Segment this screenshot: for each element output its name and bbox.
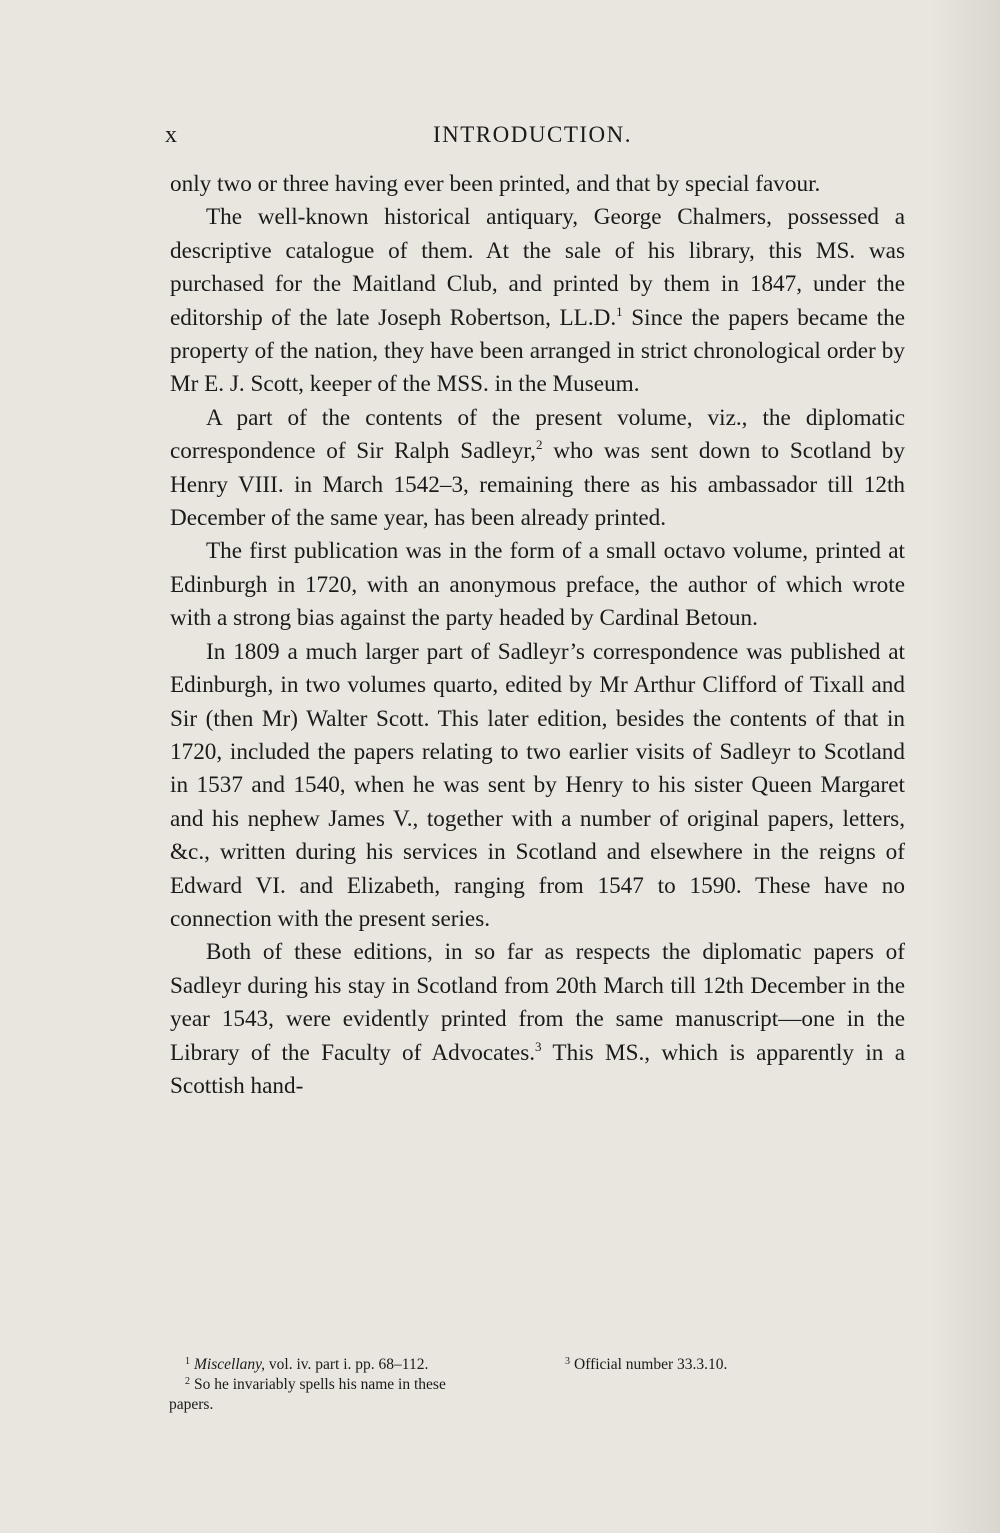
- paragraph-text: who was sent down to Scotland by Henry VIII. in March 1542–3, remaining there as his ambassador till 12th December of the same year, has been already printed.: [170, 438, 905, 532]
- paragraph: [170, 402, 905, 536]
- paragraph: [170, 636, 905, 937]
- page-number: x: [165, 122, 178, 148]
- paragraph-text: In 1809 a much larger part of Sadleyr’s correspondence was published at Edinburgh, in two volumes quarto, edited by Mr Arthur Clifford of Tixall and Sir (then Mr) Walter Scott. This later edition, besides the contents of that in 1720, included the papers relating to two earlier visits of Sadleyr to Scotland in 1537 and 1540, when he was sent by Henry to his sister Queen Margaret and his nephew James V., together with a number of original papers, letters, &c., written during his services in Scotland and elsewhere in the reigns of Edward VI. and Elizabeth, ranging from 1547 to 1590. These have no connection with the present series.: [170, 638, 905, 932]
- footnote-mark: 1: [185, 1356, 190, 1367]
- paragraph-text: Since the papers became the property of the nation, they have been arranged in strict chronological order by Mr E. J. Scott, keeper of the MSS. in the Museum.: [170, 304, 905, 398]
- paragraph-text: This MS., which is apparently in a Scottish hand-: [170, 1039, 905, 1099]
- footnote-1: [185, 1355, 555, 1375]
- footnote-title: Miscellany,: [194, 1356, 266, 1373]
- paragraph: [170, 201, 905, 401]
- footnote-mark: 3: [565, 1356, 570, 1367]
- footnote-column-left: [169, 1355, 555, 1415]
- paragraph-text: A part of the contents of the present volume, viz., the diplomatic correspondence of Sir Ralph Sadleyr,: [170, 404, 905, 465]
- footnote-mark: 2: [185, 1376, 190, 1387]
- page-edge-shadow: [930, 0, 1000, 1533]
- paragraph: [170, 936, 905, 1103]
- running-head: [165, 122, 900, 152]
- paragraph: [170, 168, 905, 201]
- paragraph: [170, 535, 905, 635]
- paragraph-text: Both of these editions, in so far as respects the diplomatic papers of Sadleyr during his stay in Scotland from 20th March till 12th December in the year 1543, were evidently printed from the same manuscript—one in the Library of the Faculty of Advocates.: [170, 939, 905, 1066]
- paragraph-text: The first publication was in the form of a small octavo volume, printed at Edinburgh in 1720, with an anonymous preface, the author of which wrote with a strong bias against the party headed by Cardinal Betoun.: [170, 538, 905, 632]
- footnote-text: Official number 33.3.10.: [574, 1356, 728, 1373]
- footnote-reference: 2: [535, 437, 543, 453]
- footnote-2: [169, 1375, 555, 1415]
- footnote-3: [565, 1355, 895, 1375]
- footnote-text-continued: papers.: [169, 1396, 214, 1413]
- footnote-text: vol. iv. part i. pp. 68–112.: [265, 1356, 429, 1373]
- running-title: INTRODUCTION.: [432, 122, 632, 147]
- footnote-reference: 3: [535, 1038, 542, 1054]
- footnote-reference: 1: [616, 303, 623, 319]
- paragraph-text: only two or three having ever been printed, and that by special favour.: [170, 171, 821, 197]
- footnote-column-right: [565, 1355, 895, 1375]
- footnote-text: So he invariably spells his name in these: [194, 1376, 446, 1393]
- paragraph-text: The well-known historical antiquary, George Chalmers, possessed a descriptive catalogue of them. At the sale of his library, this MS. was purchased for the Maitland Club, and printed by them in 1847, under the editorship of the late Joseph Robertson, LL.D.: [170, 204, 905, 331]
- body-text: [170, 168, 905, 1103]
